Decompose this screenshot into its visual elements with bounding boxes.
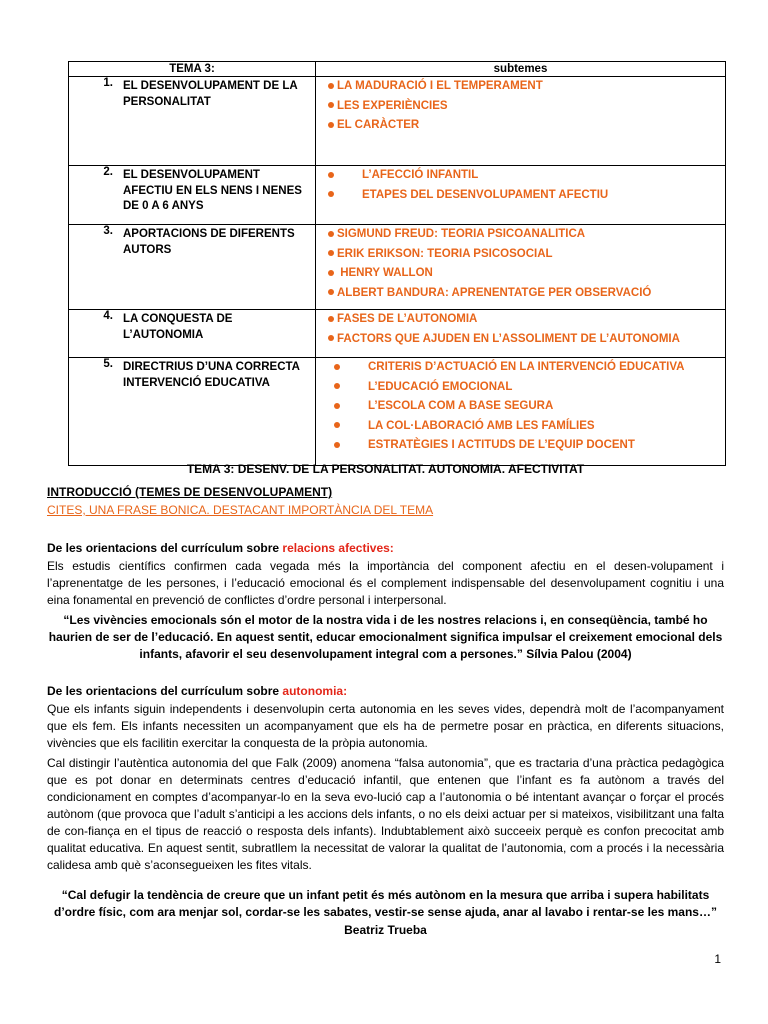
subtopics-cell <box>316 358 726 466</box>
autonomy-paragraph-1: Que els infants siguin independents i desenvolupin certa autonomia en les seves vides, dependrà molt de l’acompanyament que els fem. Els infants necessiten un acompanyament que els ha de permetre posar en pràctica, en diferents situacions, vivències que els facilitin exercitar la conquesta de la pròpia autonomia. <box>47 702 724 750</box>
subtopic-item: L’EDUCACIÓ EMOCIONAL <box>316 378 725 398</box>
bullet-icon <box>334 403 340 409</box>
topic-number: 3. <box>103 225 113 237</box>
autonomy-paragraph-2: Cal distingir l’autèntica autonomia del que Falk (2009) anomena “falsa autonomia”, que es tractaria d’una pràctica pedagògica que es pot donar en determinats centres d’educació infantil, que entenen que l’infant es fa autònom a través del condicionament en comptes d’acompanyar-lo en la seva evo-lució cap a l’autonomia o bé intentant avançar o forçar el procés autònom (que provoca que l’adult s’anticipi a les accions dels infants, o no els deixi actuar per si mateixos, visibilitzant una falta de con-fiança en el tipus de reacció o resposta dels infants). Indubtablement això succeeix perquè es confon precocitat amb qualitat educativa. En aquest sentit, subratllem la necessitat de valorar la qualitat de l’autonomia, com a procés i la necessària calidesa amb què s’aconsegueixen les fites vitals. <box>47 756 724 872</box>
topic-cell <box>69 310 316 358</box>
autonomy-keyword: autonomia: <box>282 684 348 698</box>
bullet-icon <box>334 383 340 389</box>
bullet-icon <box>328 231 334 237</box>
bullet-icon <box>334 364 340 370</box>
table-row <box>69 225 726 310</box>
affective-paragraph: Els estudis científics confirmen cada vegada més la importància del component afectiu en el desen-volupament i l’aprenentatge de les persones, i l’educació emocional és el complement indispensable del desenvolupament cognitiu i una eina fonamental en prevenció de conflictes d’ordre personal i interpersonal. <box>47 559 724 607</box>
affective-quote: “Les vivències emocionals són el motor de la nostra vida i de les nostres relacions i, en conseqüència, també ho haurien de ser de l’educació. En aquest sentit, educar emocionalment significa impulsar el creixement emocional dels infants, afavorir el seu desenvolupament integral com a persones.” Sílvia Palou (2004) <box>48 613 723 661</box>
subtopic-item: ERIK ERIKSON: TEORIA PSICOSOCIAL <box>316 245 725 265</box>
subtopics-cell <box>316 310 726 358</box>
subtopic-item: ESTRATÈGIES I ACTITUDS DE L’EQUIP DOCENT <box>316 436 725 456</box>
topic-title: APORTACIONS DE DIFERENTS AUTORS <box>123 228 295 256</box>
autonomy-quote: “Cal defugir la tendència de creure que un infant petit és més autònom en la mesura que arriba i supera habilitats d’ordre físic, com ara menjar sol, cordar-se les sabates, vestir-se sense ajuda, anar al lavabo i rentar-se les mans…” <box>54 888 717 919</box>
cites-note: CITES, UNA FRASE BONICA. DESTACANT IMPORTÀNCIA DEL TEMA <box>47 503 434 517</box>
subtopic-item: ALBERT BANDURA: APRENENTATGE PER OBSERVACIÓ <box>316 284 725 304</box>
bullet-icon <box>328 102 334 108</box>
autonomy-heading: De les orientacions del currículum sobre autonomia: <box>47 684 348 698</box>
topic-title: EL DESENVOLUPAMENT DE LA PERSONALITAT <box>123 80 298 108</box>
subtopic-item: SIGMUND FREUD: TEORIA PSICOANALITICA <box>316 225 725 245</box>
subtopic-item: L’ESCOLA COM A BASE SEGURA <box>316 397 725 417</box>
table-row <box>69 358 726 466</box>
header-subtopics: subtemes <box>316 62 726 77</box>
subtopic-item: L’AFECCIÓ INFANTIL <box>316 166 725 186</box>
subtopic-item: CRITERIS D’ACTUACIÓ EN LA INTERVENCIÓ EDUCATIVA <box>316 358 725 378</box>
topic-number: 1. <box>103 77 113 89</box>
subtopic-item: FACTORS QUE AJUDEN EN L’ASSOLIMENT DE L’AUTONOMIA <box>316 330 725 350</box>
subtopic-item: LES EXPERIÈNCIES <box>316 97 725 117</box>
topic-title: LA CONQUESTA DE L’AUTONOMIA <box>123 313 233 341</box>
topic-number: 2. <box>103 166 113 178</box>
subtopics-cell <box>316 225 726 310</box>
topic-number: 5. <box>103 358 113 370</box>
topic-cell <box>69 358 316 466</box>
table-header-row <box>69 62 726 77</box>
bullet-icon <box>328 289 334 295</box>
affective-heading: De les orientacions del currículum sobre relacions afectives: <box>47 541 394 555</box>
subtopics-cell <box>316 77 726 166</box>
subtopics-cell <box>316 166 726 225</box>
subtopic-item: FASES DE L’AUTONOMIA <box>316 310 725 330</box>
bullet-icon <box>328 191 334 197</box>
topic-number: 4. <box>103 310 113 322</box>
document-title: TEMA 3: DESENV. DE LA PERSONALITAT. AUTONOMIA. AFECTIVITAT <box>186 462 585 476</box>
bullet-icon <box>328 250 334 256</box>
bullet-icon <box>328 172 334 178</box>
bullet-icon <box>328 270 334 276</box>
bullet-icon <box>334 422 340 428</box>
topics-table <box>68 61 726 466</box>
topic-cell <box>69 77 316 166</box>
topic-cell <box>69 225 316 310</box>
table-row <box>69 166 726 225</box>
subtopic-item: ETAPES DEL DESENVOLUPAMENT AFECTIU <box>316 186 725 206</box>
affective-keyword: relacions afectives: <box>282 541 394 555</box>
topic-title: DIRECTRIUS D’UNA CORRECTA INTERVENCIÓ EDUCATIVA <box>123 361 300 389</box>
bullet-icon <box>328 122 334 128</box>
bullet-icon <box>328 316 334 322</box>
page-number: 1 <box>714 952 721 966</box>
header-topic: TEMA 3: <box>69 62 316 77</box>
table-row <box>69 310 726 358</box>
quote-author: Beatriz Trueba <box>344 923 427 937</box>
subtopic-item: EL CARÀCTER <box>316 116 725 136</box>
intro-heading: INTRODUCCIÓ (TEMES DE DESENVOLUPAMENT) <box>47 485 333 499</box>
bullet-icon <box>334 442 340 448</box>
topic-title: EL DESENVOLUPAMENT AFECTIU EN ELS NENS I NENES DE 0 A 6 ANYS <box>123 169 302 212</box>
subtopic-item: LA MADURACIÓ I EL TEMPERAMENT <box>316 77 725 97</box>
topic-cell <box>69 166 316 225</box>
table-row <box>69 77 726 166</box>
bullet-icon <box>328 83 334 89</box>
subtopic-item: LA COL·LABORACIÓ AMB LES FAMÍLIES <box>316 417 725 437</box>
bullet-icon <box>328 335 334 341</box>
subtopic-item: HENRY WALLON <box>316 264 725 284</box>
